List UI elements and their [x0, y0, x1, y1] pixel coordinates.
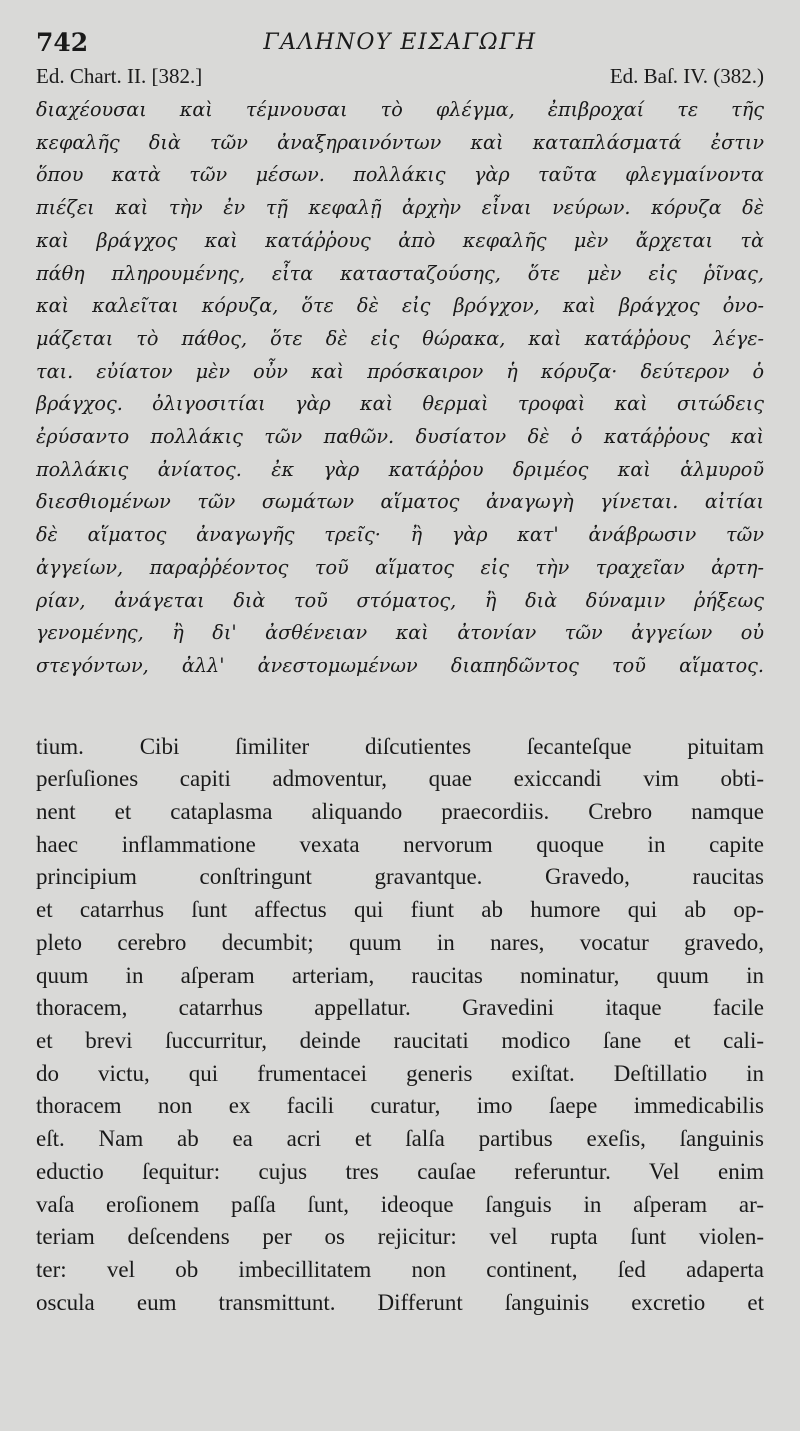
greek-text-line: στεγόντων, ἀλλ' ἀνεστομωμένων διαπηδῶντος τοῦ αἵματος. — [36, 653, 764, 677]
latin-text-line: principium conſtringunt gravantque. Gravedo, raucitas — [36, 864, 764, 890]
greek-text-line: ρίαν, ἀνάγεται διὰ τοῦ στόματος, ἢ διὰ δύναμιν ῥήξεως — [36, 588, 764, 612]
page-number: 742 — [36, 28, 89, 57]
greek-text-line: βράγχος. ὀλιγοσιτίαι γὰρ καὶ θερμαὶ τροφαὶ καὶ σιτώδεις — [36, 392, 764, 416]
greek-text-line: ται. εὐίατον μὲν οὖν καὶ πρόσκαιρον ἡ κόρυζα· δεύτερον ὁ — [36, 359, 764, 383]
greek-text-line: καὶ καλεῖται κόρυζα, ὅτε δὲ εἰς βρόγχον, καὶ βράγχος ὀνο- — [36, 294, 764, 318]
greek-text-line: πάθη πληρουμένης, εἶτα κατασταζούσης, ὅτε μὲν εἰς ῥῖνας, — [36, 261, 764, 285]
edition-reference-line — [36, 64, 764, 94]
running-title: ΓΑΛΗΝΟΥ ΕΙΣΑΓΩΓΗ — [263, 30, 537, 55]
latin-text-line: do victu, qui frumentacei generis exiſtat. Deſtillatio in — [36, 1060, 764, 1086]
greek-text-line: ἐρύσαντο πολλάκις τῶν παθῶν. δυσίατον δὲ ὁ κατάῤῥους καὶ — [36, 425, 764, 449]
latin-text-line: tium. Cibi ſimiliter diſcutientes ſecanteſque pituitam — [36, 733, 764, 759]
greek-text-block — [36, 94, 764, 683]
latin-text-line: et brevi ſuccurritur, deinde raucitati modico ſane et cali- — [36, 1027, 764, 1053]
greek-text-line: πολλάκις ἀνίατος. ἐκ γὰρ κατάῤῥου δριμέος καὶ ἁλμυροῦ — [36, 457, 764, 481]
edition-basel-reference: Ed. Baſ. IV. (382.) — [609, 64, 764, 88]
greek-text-line: ἀγγείων, παραῤῥέοντος τοῦ αἵματος εἰς τὴν τραχεῖαν ἀρτη- — [36, 555, 764, 579]
latin-text-line: thoracem non ex facili curatur, imo ſaepe immedicabilis — [36, 1093, 764, 1119]
latin-text-line: thoracem, catarrhus appellatur. Gravedini itaque facile — [36, 995, 764, 1021]
latin-text-line: perſuſiones capiti admoventur, quae exiccandi vim obti- — [36, 766, 764, 792]
section-divider-space — [36, 683, 764, 731]
latin-text-line: teriam deſcendens per os rejicitur: vel rupta ſunt violen- — [36, 1224, 764, 1250]
latin-text-line: nent et cataplasma aliquando praecordiis. Crebro namque — [36, 799, 764, 825]
edition-chartier-reference: Ed. Chart. II. [382.] — [36, 64, 203, 88]
greek-text-line: κεφαλῆς διὰ τῶν ἀναξηραινόντων καὶ καταπλάσματά ἐστιν — [36, 130, 764, 154]
greek-text-line: μάζεται τὸ πάθος, ὅτε δὲ εἰς θώρακα, καὶ κατάῤῥους λέγε- — [36, 326, 764, 350]
greek-text-line: διεσθιομένων τῶν σωμάτων αἵματος ἀναγωγὴ γίνεται. αἰτίαι — [36, 490, 764, 514]
latin-text-line: oscula eum transmittunt. Differunt ſanguinis excretio et — [36, 1289, 764, 1315]
greek-text-line: πιέζει καὶ τὴν ἐν τῇ κεφαλῇ ἀρχὴν εἶναι νεύρων. κόρυζα δὲ — [36, 196, 764, 220]
latin-text-line: eductio ſequitur: cujus tres cauſae referuntur. Vel enim — [36, 1158, 764, 1184]
greek-text-line: γενομένης, ἢ δι' ἀσθένειαν καὶ ἀτονίαν τῶν ἀγγείων οὐ — [36, 621, 764, 645]
running-head — [36, 28, 764, 64]
latin-text-line: pleto cerebro decumbit; quum in nares, vocatur gravedo, — [36, 929, 764, 955]
latin-text-line: eſt. Nam ab ea acri et ſalſa partibus exeſis, ſanguinis — [36, 1126, 764, 1152]
greek-text-line: καὶ βράγχος καὶ κατάῤῥους ἀπὸ κεφαλῆς μὲν ἄρχεται τὰ — [36, 228, 764, 252]
greek-text-line: ὅπου κατὰ τῶν μέσων. πολλάκις γὰρ ταῦτα φλεγμαίνοντα — [36, 163, 764, 187]
greek-text-line: δὲ αἵματος ἀναγωγῆς τρεῖς· ἢ γὰρ κατ' ἀνάβρωσιν τῶν — [36, 523, 764, 547]
latin-text-line: haec inflammatione vexata nervorum quoque in capite — [36, 831, 764, 857]
latin-text-line: quum in aſperam arteriam, raucitas nominatur, quum in — [36, 962, 764, 988]
latin-text-line: et catarrhus ſunt affectus qui fiunt ab humore qui ab op- — [36, 897, 764, 923]
latin-text-line: vaſa eroſionem paſſa ſunt, ideoque ſanguis in aſperam ar- — [36, 1191, 764, 1217]
greek-text-line: διαχέουσαι καὶ τέμνουσαι τὸ φλέγμα, ἐπιβροχαί τε τῆς — [36, 98, 764, 121]
latin-text-line: ter: vel ob imbecillitatem non continent, ſed adaperta — [36, 1256, 764, 1282]
latin-translation-block — [36, 731, 764, 1320]
